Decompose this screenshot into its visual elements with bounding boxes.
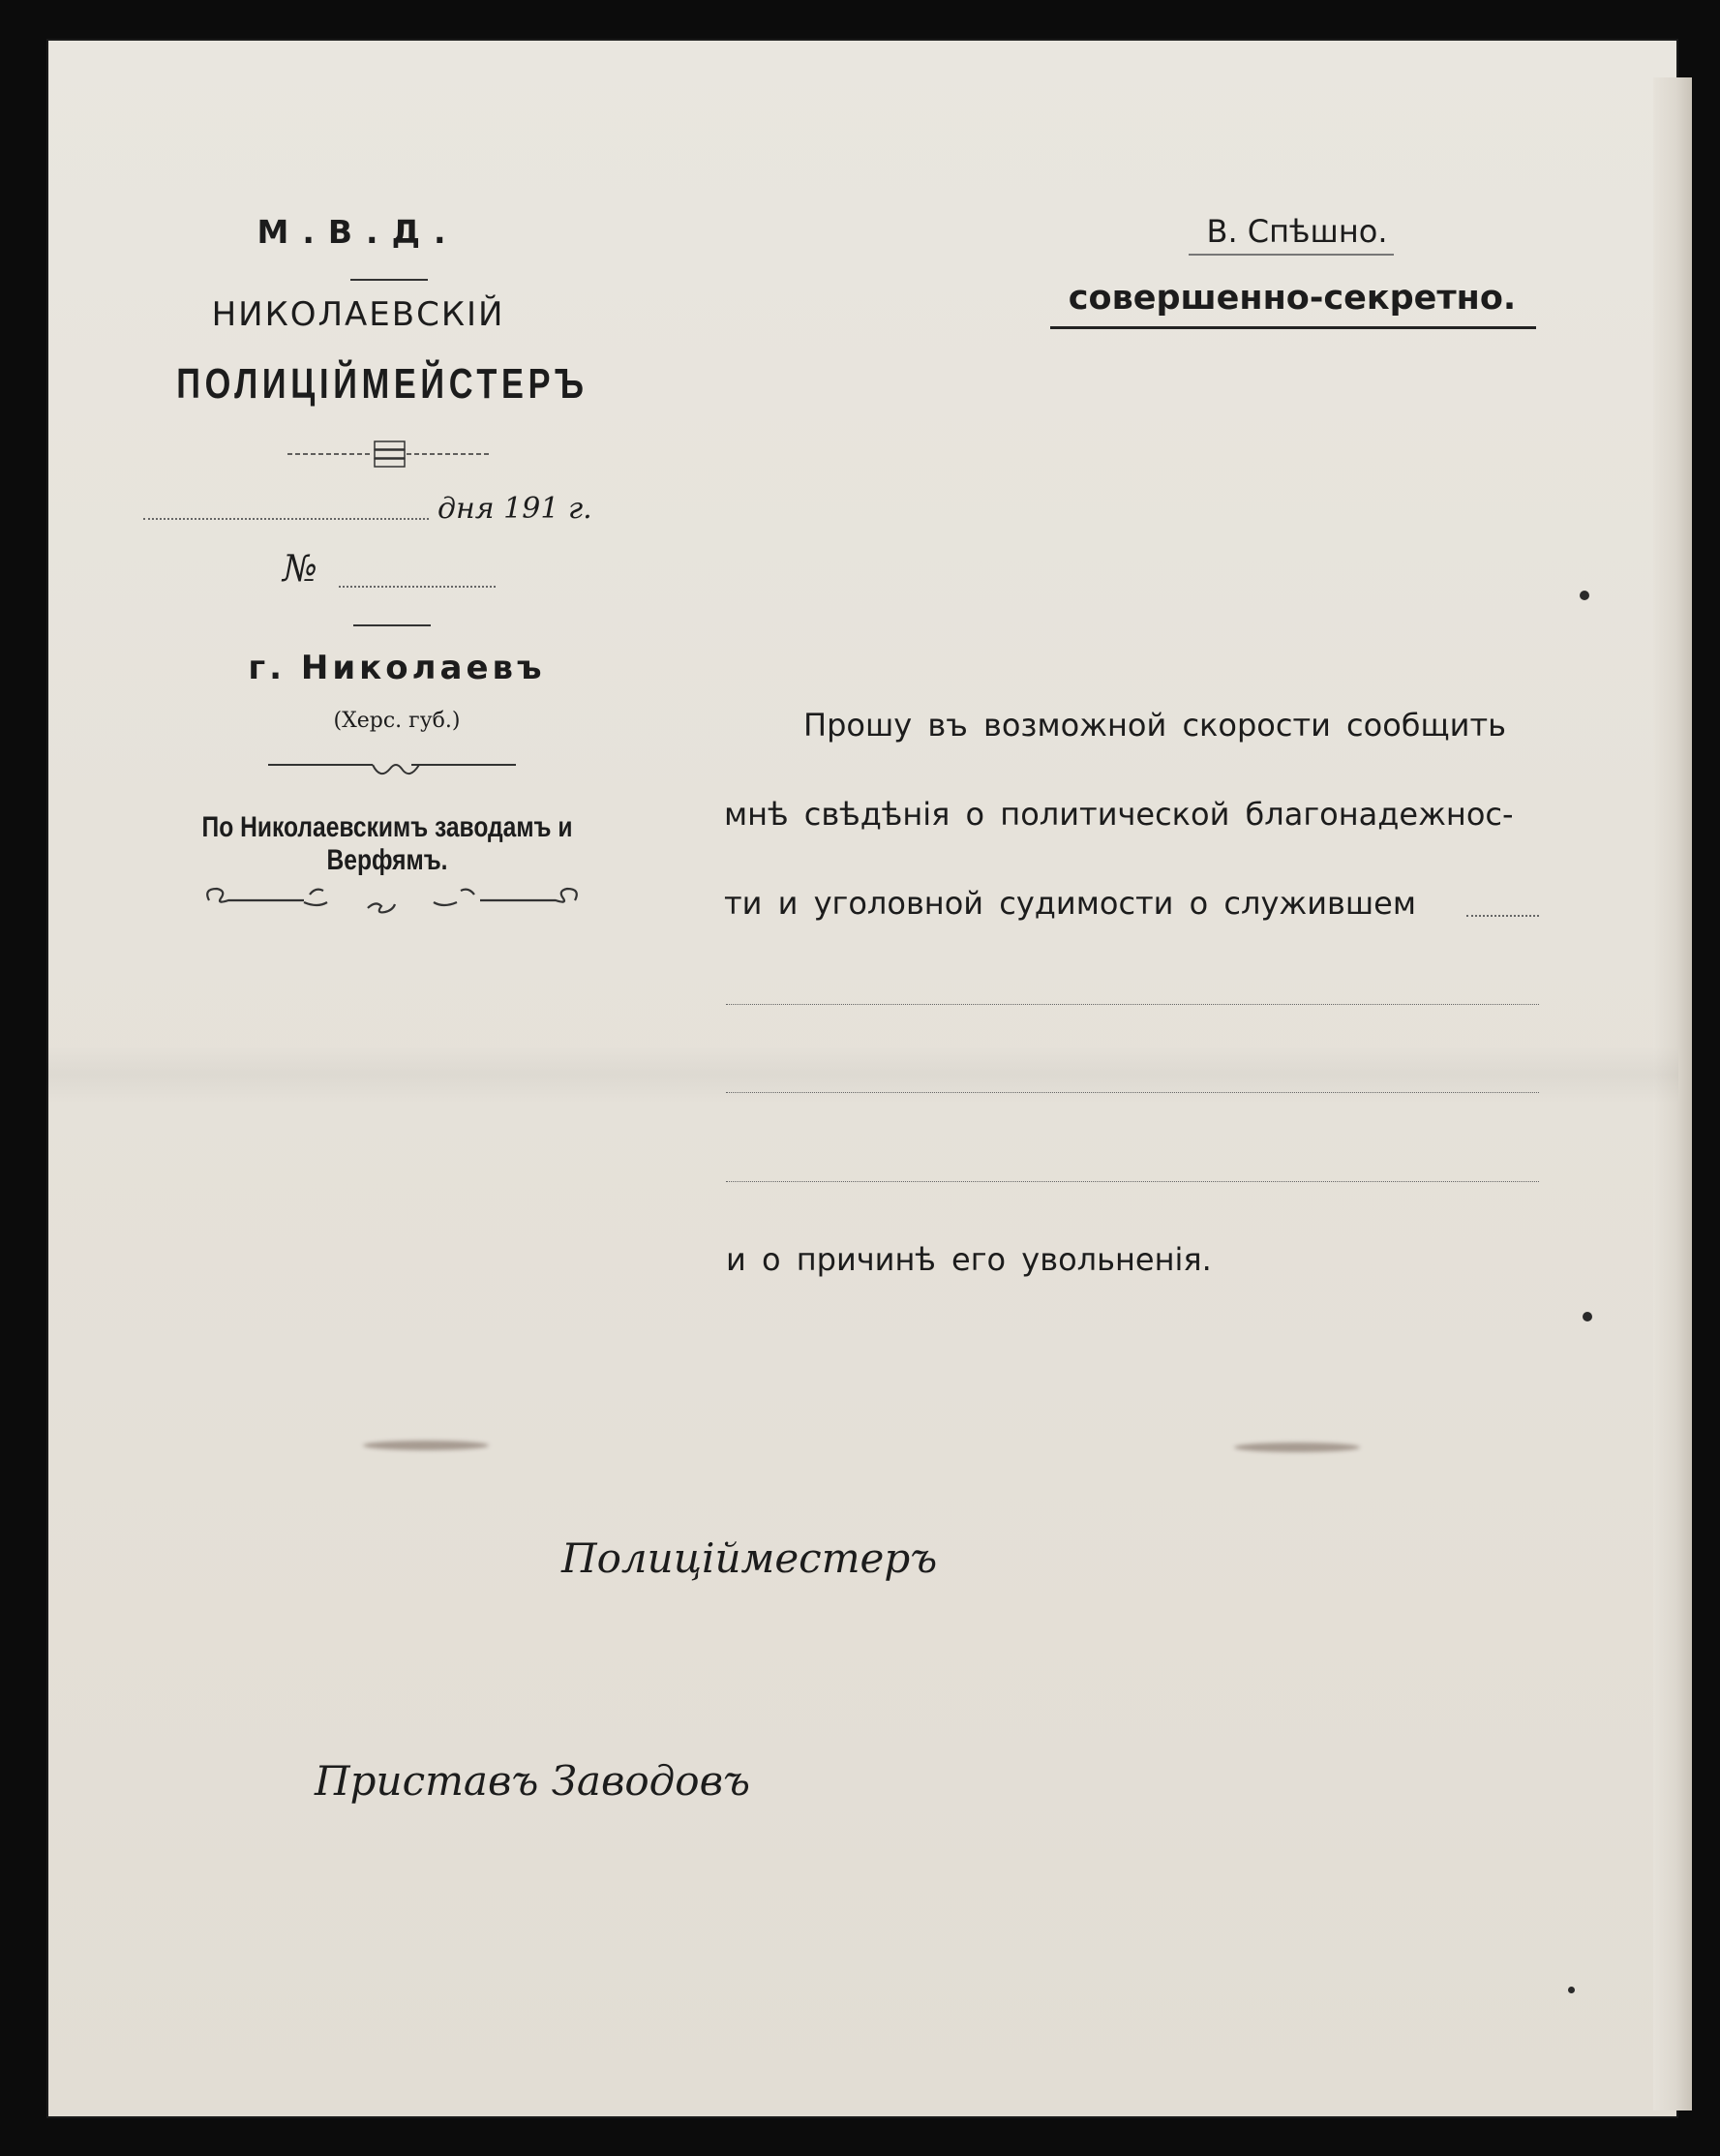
blank-line (1466, 915, 1539, 917)
body-line-last: и о причинѣ его увольненія. (726, 1241, 1212, 1278)
punch-hole (1568, 1987, 1575, 1993)
divider-line (353, 624, 431, 626)
body-line-1: Прошу въ возможной скорости сообщить (803, 707, 1506, 744)
urgency-mark: В. Спѣшно. (1206, 213, 1388, 250)
number-blank-line (339, 586, 496, 588)
flourish-divider (266, 755, 518, 790)
punch-hole (1583, 1312, 1592, 1321)
date-blank-line (143, 518, 429, 520)
blank-line (726, 1092, 1539, 1093)
closing-flourish (203, 881, 581, 916)
body-line-2: мнѣ свѣдѣнія о политической благонадежнос- (724, 796, 1514, 833)
divider-line (350, 279, 428, 281)
ministry-title: М.В.Д. (256, 213, 460, 251)
department-name: НИКОЛАЕВСКІЙ (211, 295, 505, 334)
punch-hole (1580, 591, 1589, 600)
city-name: г. Николаевъ (248, 649, 546, 687)
ink-stain (1234, 1442, 1360, 1452)
signature-factory-bailiff: Приставъ Заводовъ (315, 1757, 751, 1805)
blank-line (726, 1004, 1539, 1005)
ink-stain (363, 1441, 489, 1450)
body-line-3: ти и уголовной судимости о служившем (724, 885, 1416, 922)
urgency-underline (1189, 254, 1394, 256)
date-label: дня 191 г. (438, 492, 592, 526)
number-label: № (283, 547, 317, 590)
subdivision-title: По Николаевскимъ заводамъ и Верфямъ. (201, 811, 573, 876)
paper-fold (46, 1046, 1678, 1104)
department-title: ПОЛИЦІЙМЕЙСТЕРЪ (176, 360, 588, 408)
blank-line (726, 1181, 1539, 1182)
classification-underline (1050, 326, 1536, 329)
signature-police-chief: Полиційместеръ (561, 1534, 938, 1582)
document-sheet (46, 39, 1678, 2118)
classification-mark: совершенно-секретно. (1068, 279, 1517, 318)
ornament-divider (286, 438, 494, 471)
province-label: (Херс. губ.) (333, 709, 461, 733)
